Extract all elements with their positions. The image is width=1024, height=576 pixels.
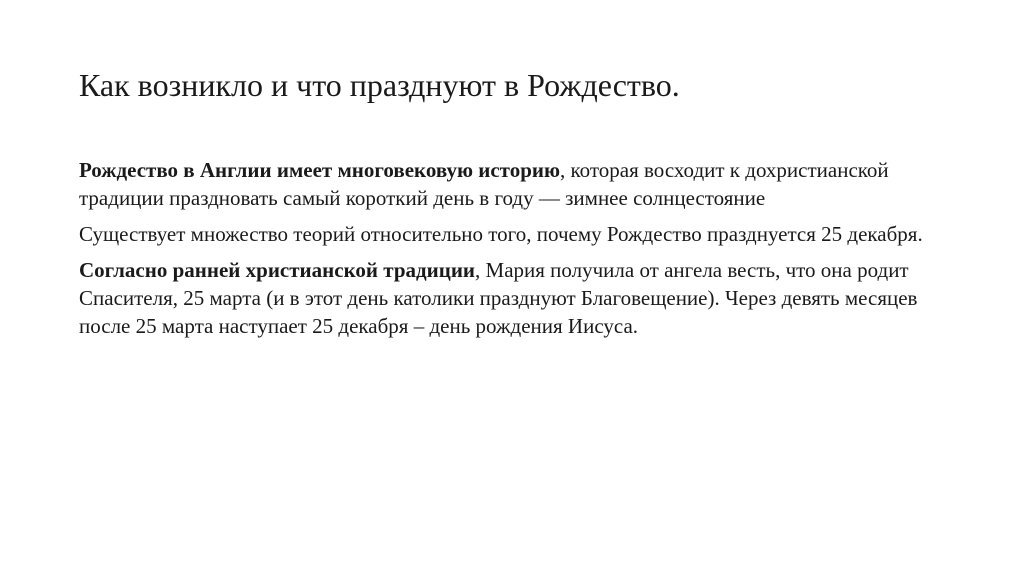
slide-body bbox=[79, 156, 959, 348]
paragraph-bold-lead: Согласно ранней христианской традиции bbox=[79, 258, 476, 282]
paragraph-bold-lead: Рождество в Англии имеет многовековую историю bbox=[79, 158, 561, 182]
paragraph-christian-tradition bbox=[79, 256, 959, 340]
paragraph-text: Существует множество теорий относительно того, почему Рождество празднуется 25 декабря. bbox=[79, 222, 923, 246]
paragraph-england-history bbox=[79, 156, 959, 212]
paragraph-text: , Мария получила от ангела весть, что она родит Спасителя, 25 марта (и в этот день католики празднуют Благовещение). Через девять месяцев после 25 марта наступает 25 декабря – день рождения Иисуса. bbox=[79, 258, 918, 338]
paragraph-text: , которая восходит к дохристианской традиции праздновать самый короткий день в году — зимнее солнцестояние bbox=[79, 158, 889, 210]
slide-title: Как возникло и что празднуют в Рождество. bbox=[79, 67, 680, 103]
paragraph-theories bbox=[79, 220, 959, 248]
